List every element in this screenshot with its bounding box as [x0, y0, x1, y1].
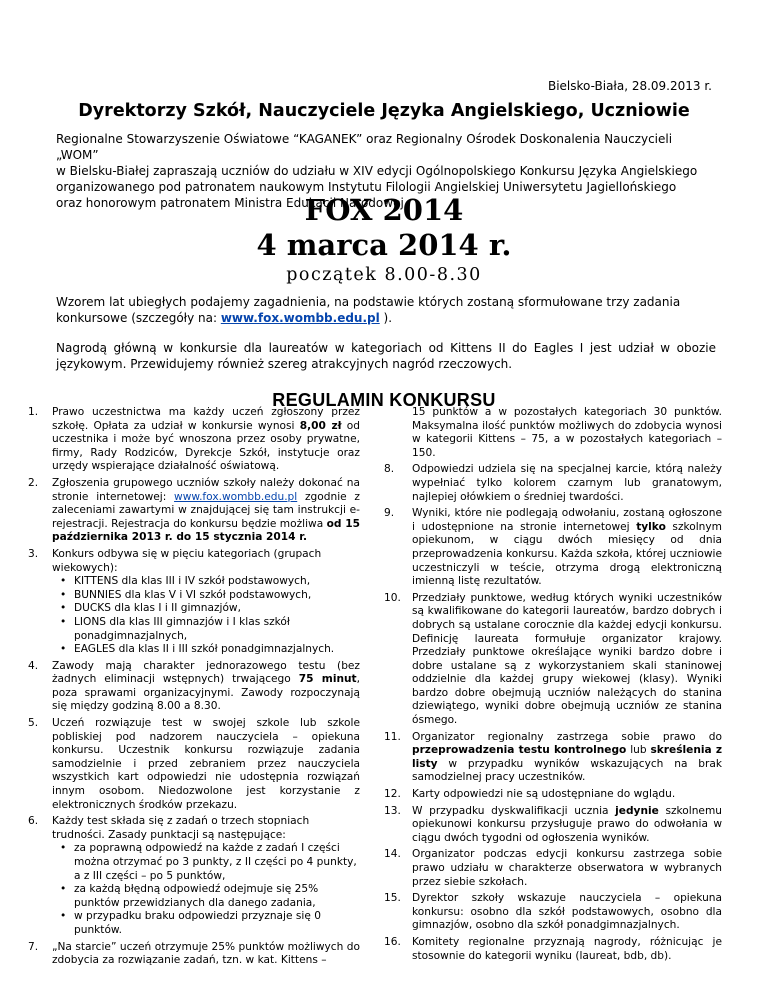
intro-line: Regionalne Stowarzyszenie Oświatowe “KAGANEK” oraz Regionalny Ośrodek Doskonalenia Nauczycieli „WOM” — [56, 132, 673, 162]
intro-line: organizowanego pod patronatem naukowym Instytutu Filologii Angielskiej Uniwersytetu Jagiellońskiego — [56, 180, 677, 194]
rule-item: 11. Organizator regionalny zastrzega sobie prawo do przeprowadzenia testu kontrolnego lub skreślenia z listy w przypadku wyników wskazujących na brak samodzielnej pracy uczestników. — [384, 730, 722, 784]
categories-list — [52, 575, 360, 657]
rule-item: 3. Konkurs odbywa się w pięciu kategoriach (grupach wiekowych): • KITTENS dla klas III i IV szkół podstawowych, • BUNNIES dla klas V i VI szkół podstawowych, • DUCKS dla klas I i II gimnazjów, • LIONS dla klas III gimnazjów i I klas szkół ponadgimnazjalnych, • EAGLES dla klas II i III szkół ponadgimnazjalnych. — [28, 548, 360, 657]
rule-item: 1. Prawo uczestnictwa ma każdy uczeń zgłoszony przez szkołę. Opłata za udział w konkursie wynosi 8,00 zł od uczestnika i może być wnoszona przez osoby prywatne, firmy, Rady Rodziców, Dyrekcje Szkół, instytucje oraz urzędy wspierające działalność oświatową. — [28, 406, 361, 473]
rule-continuation: 15 punktów a w pozostałych kategoriach 30 punktów. Maksymalna ilość punktów możliwych do zdobycia wynosi w kategorii Kittens – 75, a w pozostałych kategoriach – 150. — [412, 406, 722, 459]
category-item: • KITTENS dla klas III i IV szkół podstawowych, — [60, 575, 360, 589]
contest-website-link[interactable]: www.fox.wombb.edu.pl — [220, 311, 380, 325]
letter-heading: Dyrektorzy Szkół, Nauczyciele Języka Angielskiego, Uczniowie — [78, 101, 690, 121]
scoring-item: • za każdą błędną odpowiedź odejmuje się 25% punktów przewidzianych dla danego zadania, — [60, 883, 360, 910]
letter-date: Bielsko-Biała, 28.09.2013 r. — [547, 79, 712, 93]
contest-start-time: początek 8.00-8.30 — [286, 265, 482, 285]
contest-banner — [0, 193, 768, 263]
rule-item: 8. Odpowiedzi udziela się na specjalnej karcie, którą należy wypełniać tylko kolorem czarnym lub granatowym, najlepiej ołówkiem o średniej twardości. — [384, 463, 722, 503]
rule-item: 9. Wyniki, które nie podlegają odwołaniu, zostaną ogłoszone i udostępnione na stronie internetowej tylko szkolnym opiekunom, w ciągu dwóch miesięcy od dnia przeprowadzenia konkursu. Każda szkoła, której uczniowie uczestniczyli w teście, otrzyma drogą elektroniczną imienną listę rezultatów. — [384, 507, 722, 588]
scoring-list — [52, 842, 360, 937]
scoring-item: • w przypadku braku odpowiedzi przyznaje się 0 punktów. — [60, 910, 360, 937]
category-item: • DUCKS dla klas I i II gimnazjów, — [60, 602, 360, 616]
category-item: • BUNNIES dla klas V i VI szkół podstawowych, — [60, 589, 360, 603]
rule-item: 2. Zgłoszenia grupowego uczniów szkoły należy dokonać na stronie internetowej: www.fox.wombb.edu.pl zgodnie z zaleceniami zawartymi w znajdującej się tam instrukcji e-rejestracji. Rejestracja do konkursu będzie możliwa od 15 października 2013 r. do 15 stycznia 2014 r. — [28, 476, 361, 544]
contest-date: 4 marca 2014 r. — [256, 228, 512, 262]
intro-line: oraz honorowym patronatem Ministra Edukacji Narodowej. — [56, 196, 408, 210]
prizes-paragraph: Nagrodą główną w konkursie dla laureatów w kategoriach od Kittens II do Eagles I jest udział w obozie językowym. Przewidujemy również szereg atrakcyjnych nagród rzeczowych. — [56, 341, 716, 371]
rule-item: 14. Organizator podczas edycji konkursu zastrzega sobie prawo udziału w charakterze obserwatora w wybranych przez siebie szkołach. — [384, 848, 722, 888]
rule-item: 12. Karty odpowiedzi nie są udostępniane do wglądu. — [384, 788, 676, 801]
category-item: • LIONS dla klas III gimnazjów i I klas szkół ponadgimnazjalnych, — [60, 616, 360, 643]
contest-name: FOX 2014 — [304, 193, 464, 227]
rules-right-column — [384, 406, 722, 966]
rule-item: 5. Uczeń rozwiązuje test w swojej szkole lub szkole pobliskiej pod nadzorem nauczyciela – opiekuna konkursu. Uczestnik konkursu rozwiązuje zadania samodzielnie i przed zebraniem przez nauczyciela wszystkich kart odpowiedzi nie udostępnia rozwiązań innym osobom. Niedozwolone jest korzystanie z elektronicznych środków przekazu. — [28, 717, 360, 811]
registration-link[interactable]: www.fox.wombb.edu.pl — [174, 490, 298, 503]
rule-item: 6. Każdy test składa się z zadań o trzech stopniach trudności. Zasady punktacji są następujące: • za poprawną odpowiedź na każde z zadań I części można otrzymać po 3 punkty, z II części po 4 punkty, a z III części – po 5 punktów, • za każdą błędną odpowiedź odejmuje się 25% punktów przewidzianych dla danego zadania, • w przypadku braku odpowiedzi przyznaje się 0 punktów. — [28, 815, 360, 937]
rule-item: 4. Zawody mają charakter jednorazowego testu (bez żadnych eliminacji wstępnych) trwającego 75 minut, poza sprawami organizacyjnymi. Zawody rozpoczynają się między godziną 8.00 a 8.30. — [28, 659, 360, 713]
rule-item: 15. Dyrektor szkoły wskazuje nauczyciela – opiekuna konkursu: osobno dla szkół podstawowych, osobno dla gimnazjów, osobno dla szkół ponadgimnazjalnych. — [384, 892, 722, 932]
rule-item: 16. Komitety regionalne przyznają nagrody, różnicując je stosownie do kategorii wyniku (laureat, bdb, db). — [384, 935, 722, 962]
category-item: • EAGLES dla klas II i III szkół ponadgimnazjalnych. — [60, 643, 360, 657]
rules-left-column — [28, 406, 360, 971]
intro-line: w Bielsku-Białej zapraszają uczniów do udziału w XIV edycji Ogólnopolskiego Konkursu Języka Angielskiego — [56, 164, 698, 178]
scoring-item: • za poprawną odpowiedź na każde z zadań I części można otrzymać po 3 punkty, z II części po 4 punkty, a z III części – po 5 punktów, — [60, 842, 360, 883]
regulations-title: REGULAMIN KONKURSU — [272, 390, 496, 410]
rule-item: 13. W przypadku dyskwalifikacji ucznia jedynie szkolnemu opiekunowi konkursu przysługuje prawo do odwołania w ciągu dwóch tygodni od ogłoszenia wyników. — [384, 804, 722, 844]
rule-item: 7. „Na starcie” uczeń otrzymuje 25% punktów możliwych do zdobycia za rozwiązanie zadań, tzn. w kat. Kittens – — [28, 940, 360, 967]
topics-paragraph: Wzorem lat ubiegłych podajemy zagadnienia, na podstawie których zostaną sformułowane trzy zadania konkursowe (szczegóły na: www.fox.wombb.edu.pl ). — [56, 295, 681, 325]
rule-item: 10. Przedziały punktowe, według których wyniki uczestników są kwalifikowane do kategorii laureatów, bardzo dobrych i dobrych są ustalane corocznie dla każdej edycji konkursu. Definicję laureata formułuje organizator krajowy. Przedziały punktowe określające wyniki bardzo dobre i dobre ustalane są z wykorzystaniem skali staninowej oddzielnie dla każdej grupy wiekowej (klasy). Wyniki bardzo dobre obejmują uczniów należących do stanina dziewiątego, wyniki dobre obejmują uczniów ze stanina ósmego. — [384, 591, 722, 727]
